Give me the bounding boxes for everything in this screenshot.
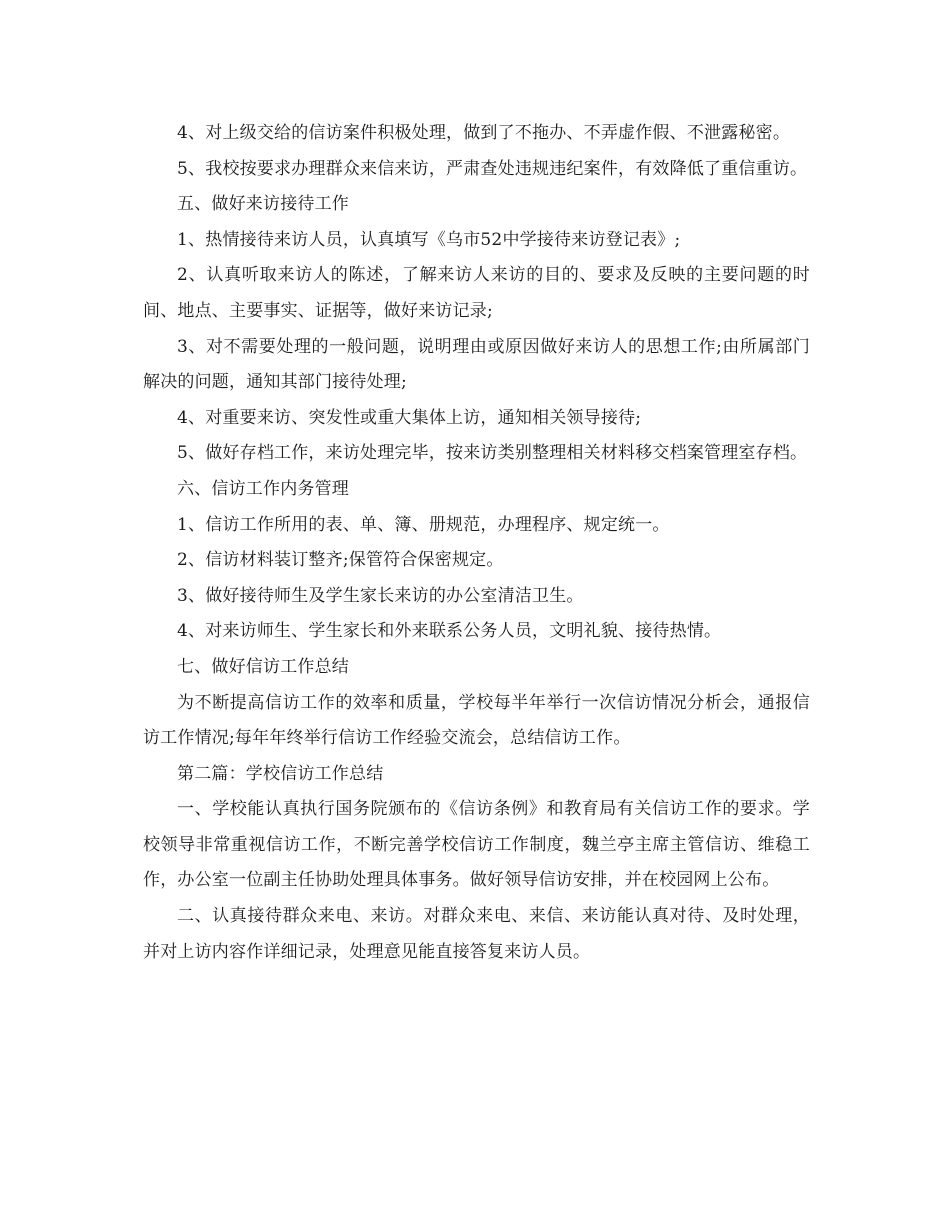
paragraph: 4、对重要来访、突发性或重大集体上访，通知相关领导接待;	[177, 407, 642, 428]
paragraph: 1、热情接待来访人员，认真填写《乌市52中学接待来访登记表》;	[177, 229, 681, 250]
paragraph: 3、做好接待师生及学生家长来访的办公室清洁卫生。	[177, 585, 584, 606]
paragraph: 2、信访材料装订整齐;保管符合保密规定。	[177, 550, 504, 571]
paragraph: 3、对不需要处理的一般问题，说明理由或原因做好来访人的思想工作;由所属部门解决的问题，通知其部门接待处理;	[143, 336, 810, 393]
paragraph: 1、信访工作所用的表、单、簿、册规范，办理程序、规定统一。	[177, 514, 670, 535]
paragraph: 4、对上级交给的信访案件积极处理，做到了不拖办、不弄虚作假、不泄露秘密。	[177, 123, 791, 143]
paragraph: 4、对来访师生、学生家长和外来联系公务人员，文明礼貌、接待热情。	[177, 621, 722, 642]
section-heading: 五、做好来访接待工作	[177, 194, 349, 215]
paragraph: 2、认真听取来访人的陈述，了解来访人来访的目的、要求及反映的主要问题的时间、地点、主要事实、证据等，做好来访记录;	[143, 265, 810, 321]
paragraph: 二、认真接待群众来电、来访。对群众来电、来信、来访能认真对待、及时处理，并对上访内容作详细记录，处理意见能直接答复来访人员。	[143, 906, 810, 962]
paragraph: 为不断提高信访工作的效率和质量，学校每半年举行一次信访情况分析会，通报信访工作情况;每年年终举行信访工作经验交流会，总结信访工作。	[143, 692, 810, 749]
paragraph: 5、我校按要求办理群众来信来访，严肃查处违规违纪案件，有效降低了重信重访。	[177, 158, 808, 179]
chapter-heading: 第二篇：学校信访工作总结	[177, 763, 384, 784]
paragraph: 5、做好存档工作，来访处理完毕，按来访类别整理相关材料移交档案管理室存档。	[177, 443, 808, 464]
section-heading: 七、做好信访工作总结	[177, 656, 349, 677]
section-heading: 六、信访工作内务管理	[177, 478, 349, 499]
document-body	[143, 116, 810, 970]
paragraph: 一、学校能认真执行国务院颁布的《信访条例》和教育局有关信访工作的要求。学校领导非常重视信访工作，不断完善学校信访工作制度，魏兰亭主席主管信访、维稳工作，办公室一位副主任协助处理具体事务。做好领导信访安排，并在校园网上公布。	[143, 799, 810, 891]
